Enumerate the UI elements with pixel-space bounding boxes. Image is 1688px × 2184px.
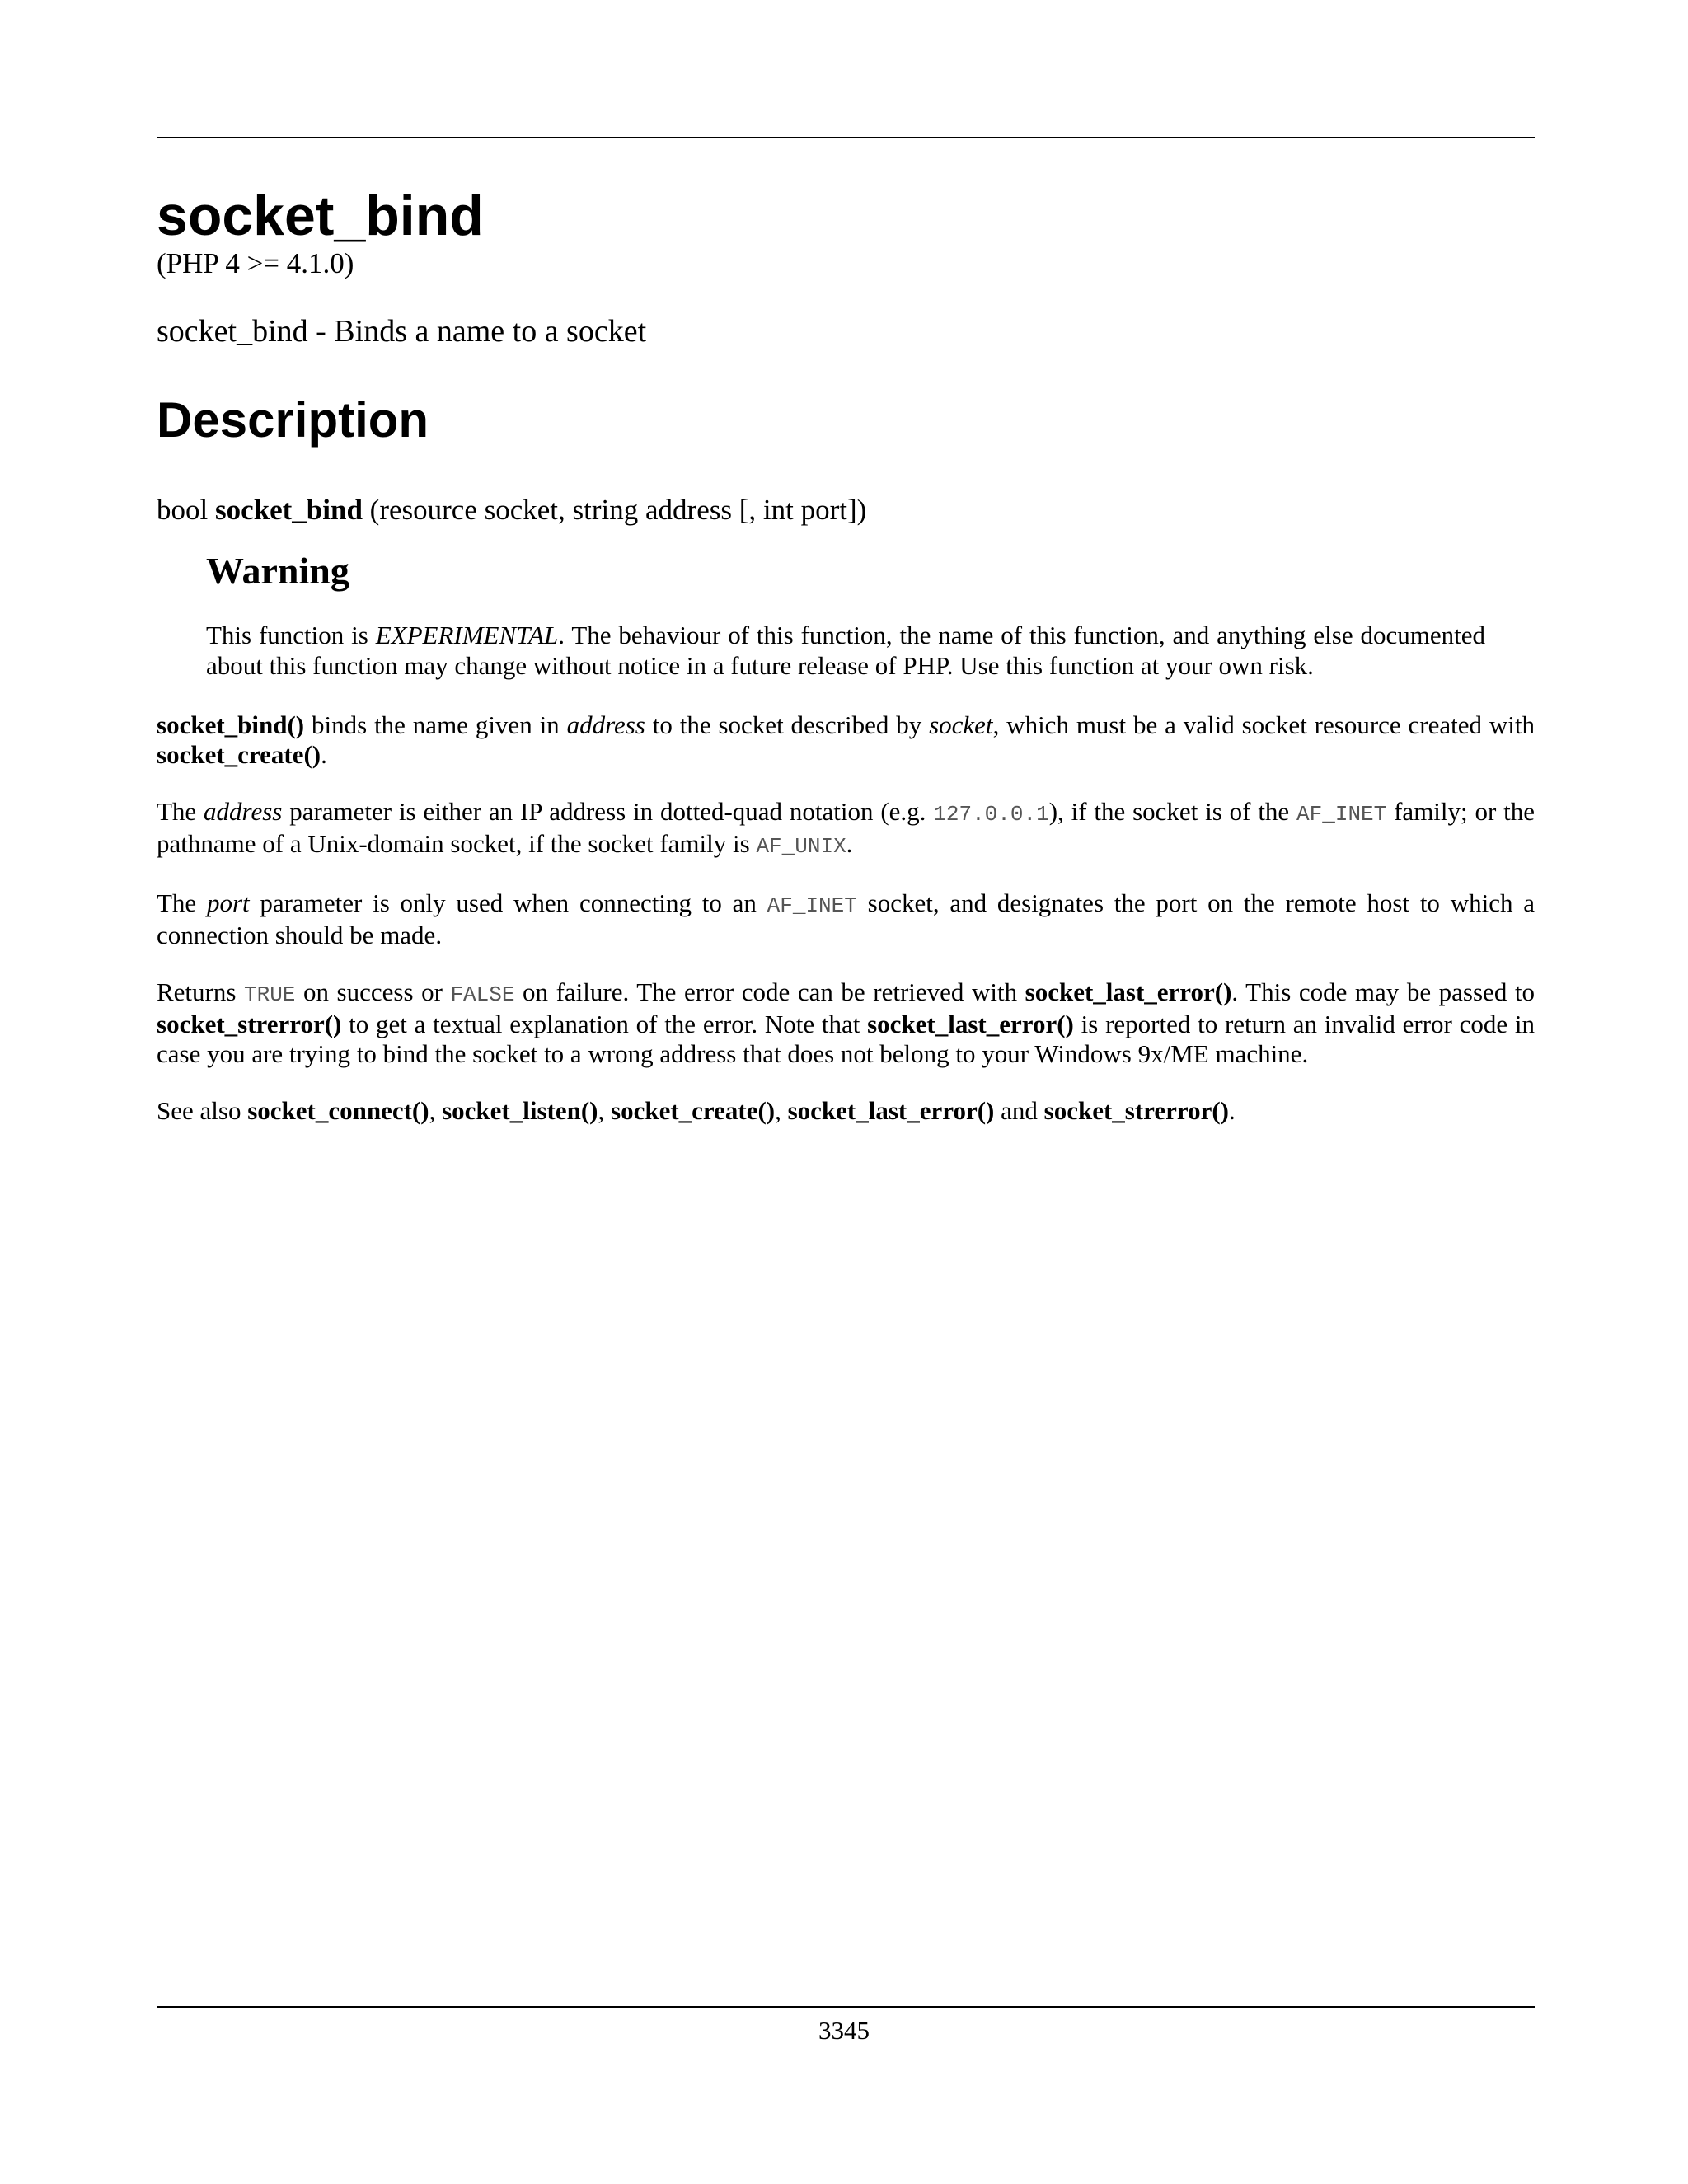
description-heading: Description <box>157 391 429 448</box>
text-run: The <box>157 888 207 918</box>
func-ref-socket-bind: socket_bind() <box>157 710 305 740</box>
paragraph-port <box>157 888 1535 950</box>
func-ref-socket-listen: socket_listen() <box>442 1096 598 1126</box>
func-ref-socket-last-error: socket_last_error() <box>867 1010 1074 1039</box>
paragraph-binds <box>157 710 1535 770</box>
version-info: (PHP 4 >= 4.1.0) <box>157 247 354 279</box>
paragraph-see-also <box>157 1096 1535 1126</box>
func-ref-socket-last-error: socket_last_error() <box>1025 977 1232 1007</box>
func-ref-socket-create: socket_create() <box>157 740 321 770</box>
text-run: See also <box>157 1096 248 1126</box>
constant-af-inet: AF_INET <box>767 893 857 919</box>
text-run: parameter is either an IP address in dotted-quad notation (e.g. <box>282 797 934 827</box>
literal-ip: 127.0.0.1 <box>933 802 1049 827</box>
constant-true: TRUE <box>244 982 296 1008</box>
function-purpose: socket_bind - Binds a name to a socket <box>157 314 647 349</box>
param-socket: socket <box>929 710 993 740</box>
synopsis-function-name: socket_bind <box>214 493 363 526</box>
func-ref-socket-strerror: socket_strerror() <box>157 1010 342 1039</box>
top-rule <box>157 137 1535 138</box>
text-run: to get a textual explanation of the error. Note that <box>341 1010 868 1039</box>
text-run: . <box>321 740 327 770</box>
text-run: socket, and designates the port on the remote host to which a connection should be made. <box>157 888 1535 950</box>
text-run: . This code may be passed to <box>1231 977 1535 1007</box>
text-run: The <box>157 797 204 827</box>
function-synopsis <box>157 493 1535 527</box>
text-run: on success or <box>295 977 451 1007</box>
text-run: binds the name given in <box>304 710 567 740</box>
text-run: Returns <box>157 977 244 1007</box>
text-run: and <box>994 1096 1044 1126</box>
warning-title: Warning <box>206 549 349 592</box>
text-run: , <box>775 1096 788 1126</box>
page-content <box>157 185 1536 1126</box>
text-run: ), if the socket is of the <box>1048 797 1297 827</box>
text-run: , <box>598 1096 611 1126</box>
func-ref-socket-strerror: socket_strerror() <box>1043 1096 1229 1126</box>
param-address: address <box>204 797 283 827</box>
constant-false: FALSE <box>450 982 515 1008</box>
text-run: , which must be a valid socket resource created with <box>992 710 1536 740</box>
text-run: . <box>1229 1096 1236 1126</box>
text-run: family; or the pathname of a Unix-domain socket, if the socket family is <box>157 797 1536 859</box>
param-port: port <box>206 888 250 918</box>
synopsis-return-type: bool <box>157 493 209 526</box>
paragraph-address <box>157 797 1535 861</box>
text-run: parameter is only used when connecting to an <box>249 888 767 918</box>
text-run: to the socket described by <box>645 710 930 740</box>
warning-text-start: This function is <box>206 621 376 650</box>
warning-text-end: . The behaviour of this function, the name of this function, and anything else documented about this function may change without notice in a future release of PHP. Use this function at your own risk. <box>206 621 1485 681</box>
func-ref-socket-create: socket_create() <box>611 1096 776 1126</box>
func-ref-socket-connect: socket_connect() <box>247 1096 429 1126</box>
page-number: 3345 <box>818 2016 870 2045</box>
warning-text <box>206 620 1485 681</box>
experimental-emphasis: EXPERIMENTAL <box>375 621 559 650</box>
text-run: on failure. The error code can be retrieved with <box>514 977 1025 1007</box>
text-run: is reported to return an invalid error code in case you are trying to bind the socket to a wrong address that does not belong to your Windows 9x/ME machine. <box>157 1010 1535 1069</box>
func-ref-socket-last-error: socket_last_error() <box>787 1096 995 1126</box>
function-title: socket_bind <box>157 185 484 247</box>
warning-box <box>206 551 1485 682</box>
constant-af-unix: AF_UNIX <box>756 834 846 860</box>
paragraph-returns <box>157 977 1535 1069</box>
bottom-rule <box>157 2006 1535 2008</box>
synopsis-params: (resource socket, string address [, int port]) <box>369 493 867 526</box>
text-run: , <box>429 1096 443 1126</box>
text-run: . <box>846 829 853 859</box>
constant-af-inet: AF_INET <box>1296 802 1387 827</box>
param-address: address <box>566 710 645 740</box>
